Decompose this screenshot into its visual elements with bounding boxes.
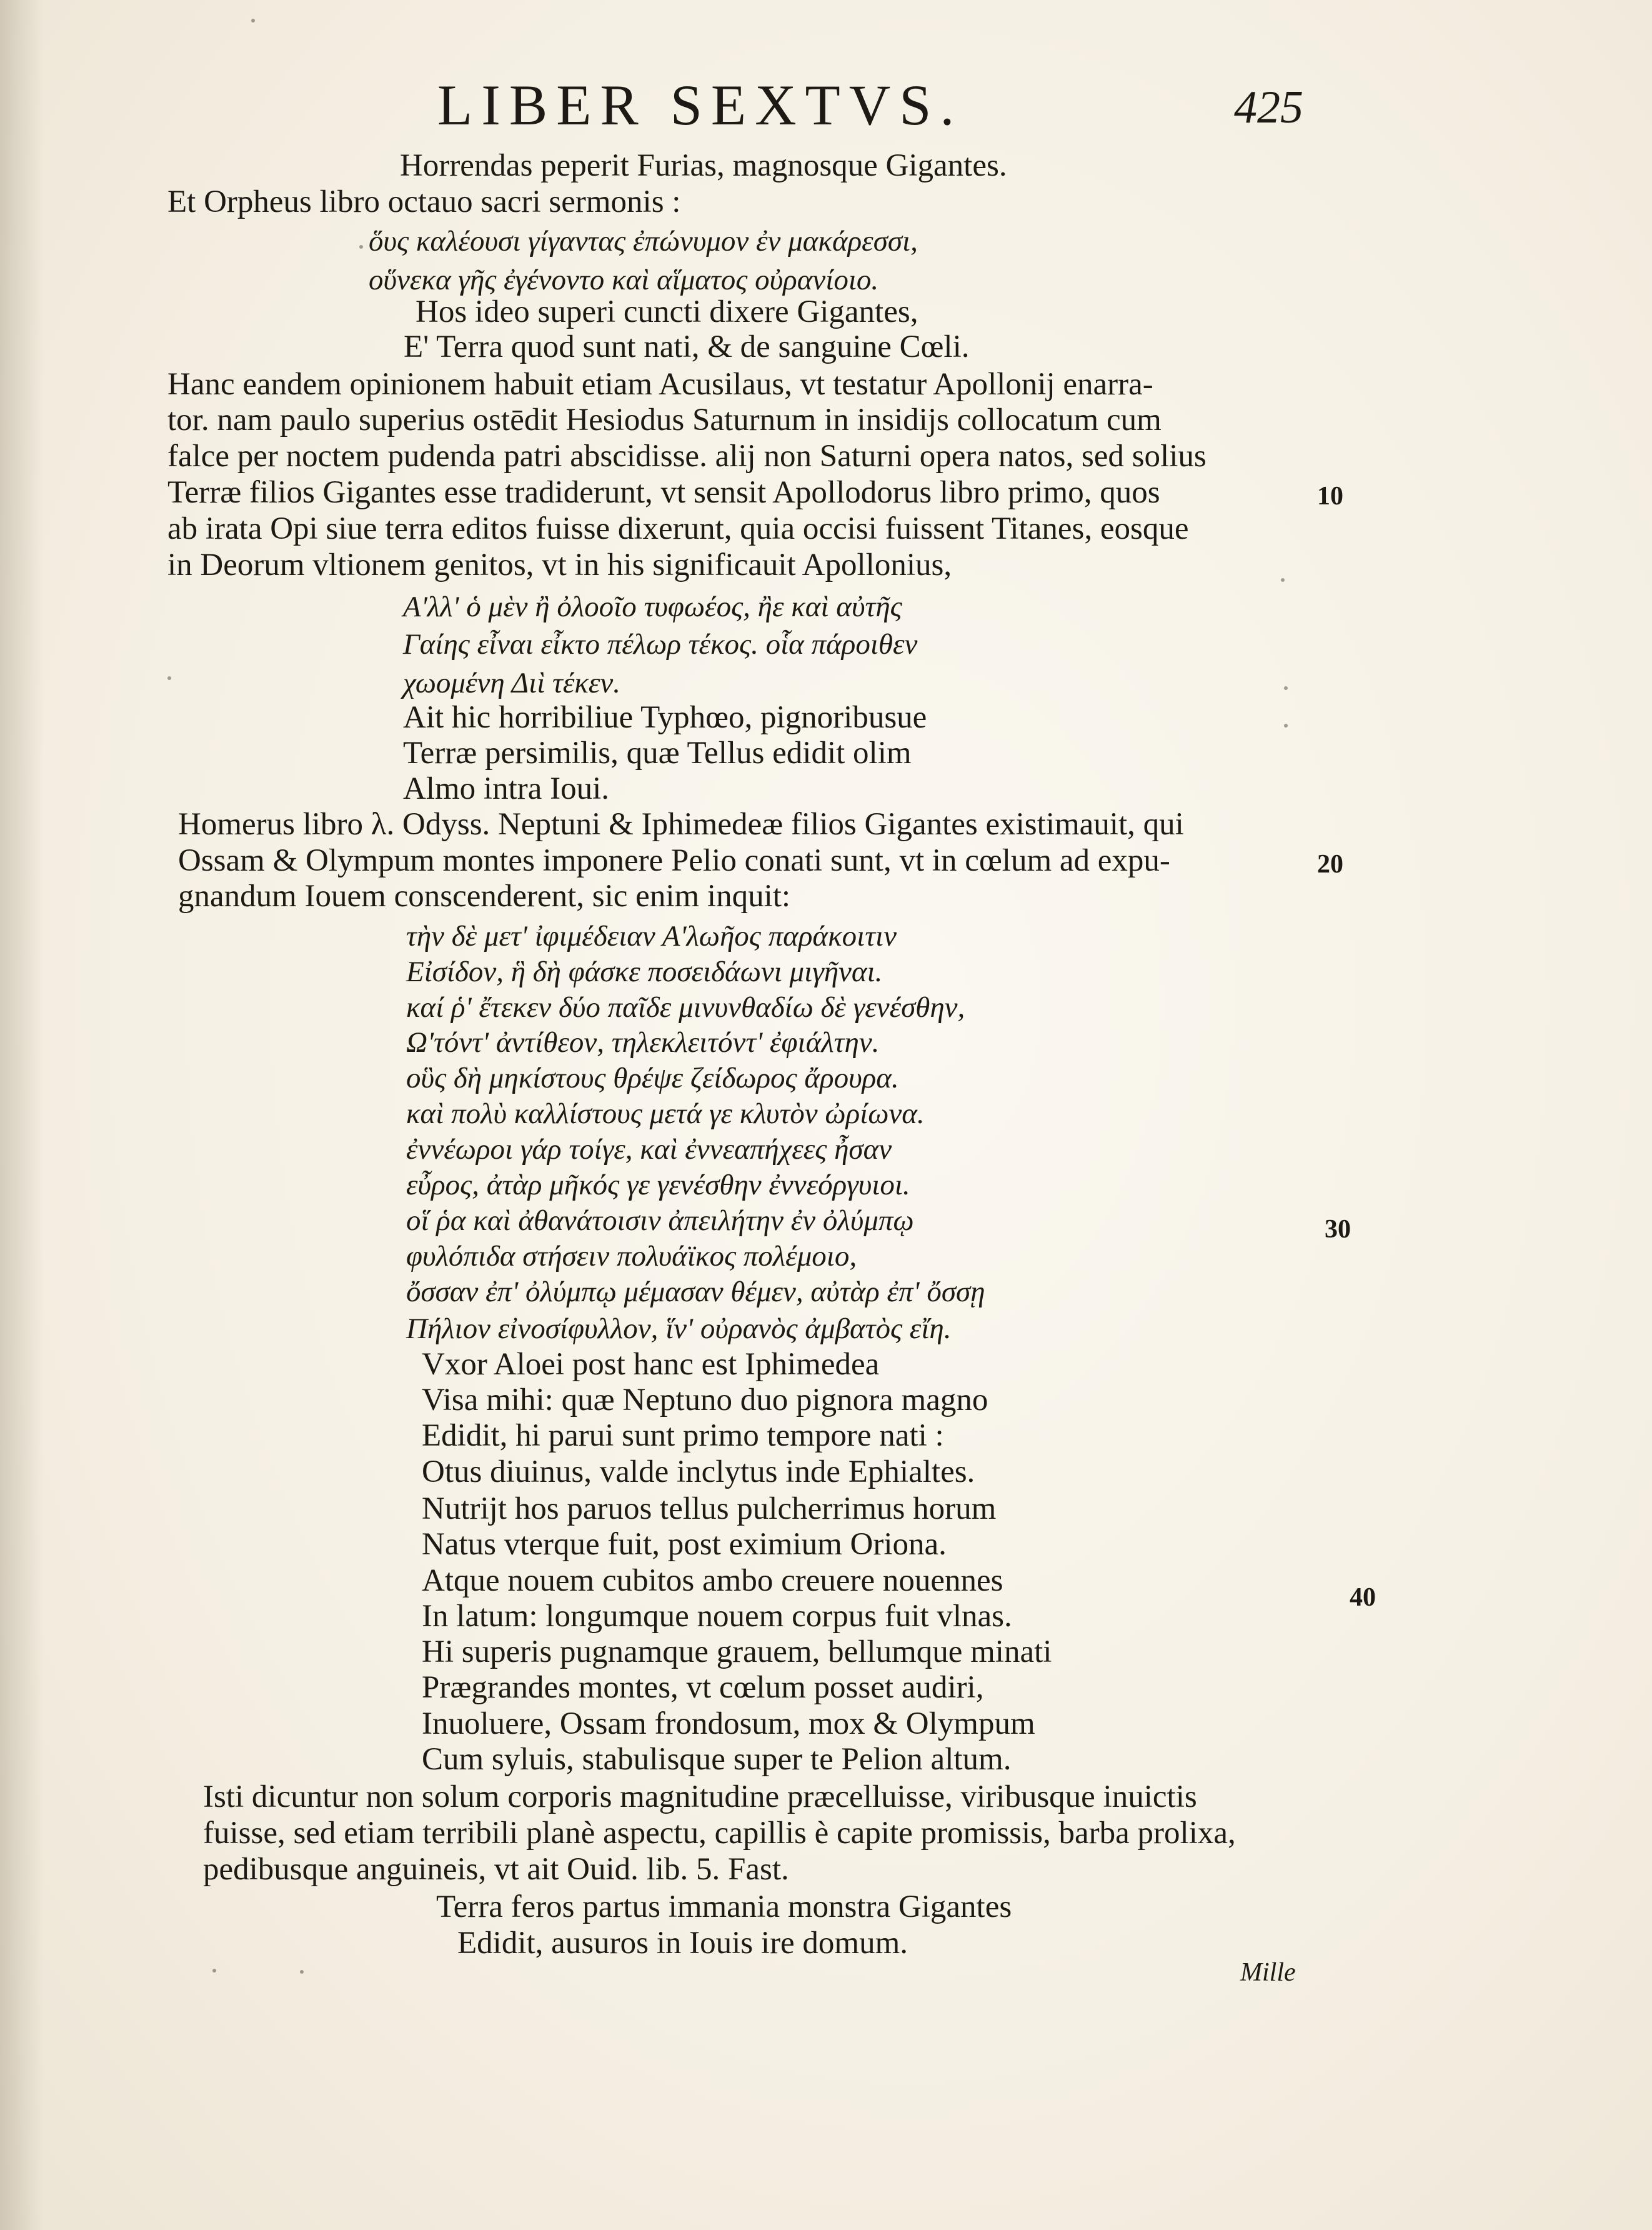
text-line: pedibusque anguineis, vt ait Ouid. lib. 5. Fast. — [203, 1852, 789, 1887]
text-line: ὅυς καλέουσι γίγαντας ἐπώνυμον ἐν μακάρεσσι, — [369, 225, 918, 258]
text-line: Almo intra Ioui. — [403, 771, 610, 806]
ink-speck — [212, 1969, 216, 1972]
text-line: Visa mihi: quæ Neptuno duo pignora magno — [422, 1382, 988, 1418]
text-line: οὕνεκα γῆς ἐγένοντο καὶ αἵματος οὐρανίοιο. — [369, 264, 879, 296]
ink-speck — [251, 19, 255, 22]
text-line: εὖρος, ἀτὰρ μῆκός γε γενέσθην ἐννεόργυιοι. — [406, 1169, 910, 1201]
margin-line-number: 20 — [1317, 850, 1343, 879]
text-line: οὓς δὴ μηκίστους θρέψε ζείδωρος ἄρουρα. — [406, 1062, 899, 1094]
text-line: In latum: longumque nouem corpus fuit vlnas. — [422, 1599, 1012, 1634]
gutter-shadow — [0, 0, 44, 2230]
ink-speck — [300, 1970, 304, 1974]
text-line: τὴν δὲ μετ' ἰφιμέδειαν Α'λωῆος παράκοιτιν — [406, 920, 897, 952]
text-line: Α'λλ' ὁ μὲν ἢ ὀλοοῖο τυφωέος, ἢε καὶ αὐτῆς — [403, 591, 902, 623]
ink-speck — [1284, 724, 1288, 728]
text-line: Otus diuinus, valde inclytus inde Ephialtes. — [422, 1454, 975, 1489]
text-line: Γαίης εἶναι εἶκτο πέλωρ τέκος. οἷα πάροιθεν — [403, 628, 918, 661]
text-line: Ossam & Olympum montes imponere Pelio conati sunt, vt in cœlum ad expu- — [178, 843, 1170, 878]
text-line: in Deorum vltionem genitos, vt in his significauit Apollonius, — [167, 548, 952, 582]
text-line: οἵ ῥα καὶ ἀθανάτοισιν ἀπειλήτην ἐν ὀλύμπῳ — [406, 1204, 914, 1237]
text-line: Inuoluere, Ossam frondosum, mox & Olympum — [422, 1706, 1035, 1741]
text-line: Isti dicuntur non solum corporis magnitudine præcelluisse, viribusque inuictis — [203, 1779, 1197, 1814]
margin-line-number: 40 — [1350, 1583, 1376, 1612]
margin-line-number: 10 — [1317, 482, 1343, 511]
text-line: Cum syluis, stabulisque super te Pelion altum. — [422, 1742, 1012, 1777]
page-number: 425 — [1234, 82, 1303, 133]
text-line: Ω'τόντ' ἀντίθεον, τηλεκλειτόντ' ἐφιάλτην. — [406, 1026, 880, 1059]
text-line: Πήλιον εἰνοσίφυλλον, ἵν' οὐρανὸς ἀμβατὸς εἴη. — [406, 1312, 952, 1345]
text-line: Terræ filios Gigantes esse tradiderunt, vt sensit Apollodorus libro primo, quos — [167, 475, 1160, 510]
text-line: χωομένη Διὶ τέκεν. — [403, 667, 621, 699]
text-line: ὄσσαν ἐπ' ὀλύμπῳ μέμασαν θέμεν, αὐτὰρ ἐπ' ὄσσῃ — [406, 1276, 985, 1308]
text-line: tor. nam paulo superius ostēdit Hesiodus Saturnum in insidijs collocatum cum — [167, 402, 1162, 438]
ink-speck — [359, 245, 363, 249]
text-line: Horrendas peperit Furias, magnosque Gigantes. — [400, 148, 1007, 183]
text-line: Hos ideo superi cuncti dixere Gigantes, — [415, 294, 918, 329]
text-line: Εἰσίδον, ἣ δὴ φάσκε ποσειδάωνι μιγῆναι. — [406, 956, 883, 988]
ink-speck — [167, 676, 171, 680]
text-line: καὶ πολὺ καλλίστους μετά γε κλυτὸν ὠρίωνα. — [406, 1098, 925, 1130]
text-line: Edidit, ausuros in Iouis ire domum. — [457, 1926, 908, 1961]
text-line: gnandum Iouem conscenderent, sic enim inquit: — [178, 879, 791, 914]
text-line: καί ῥ' ἔτεκεν δύο παῖδε μινυνθαδίω δὲ γενέσθην, — [406, 991, 965, 1024]
text-line: fuisse, sed etiam terribili planè aspectu, capillis è capite promissis, barba prolixa, — [203, 1816, 1236, 1851]
catchword: Mille — [1240, 1958, 1296, 1987]
text-line: Edidit, hi parui sunt primo tempore nati : — [422, 1418, 944, 1453]
text-line: Terræ persimilis, quæ Tellus edidit olim — [403, 736, 912, 771]
text-line: Atque nouem cubitos ambo creuere nouennes — [422, 1563, 1003, 1598]
margin-line-number: 30 — [1325, 1215, 1351, 1244]
text-line: ἐννέωροι γάρ τοίγε, καὶ ἐννεαπήχεες ἦσαν — [406, 1133, 892, 1166]
text-line: Homerus libro λ. Odyss. Neptuni & Iphimedeæ filios Gigantes existimauit, qui — [178, 807, 1184, 842]
text-line: Prægrandes montes, vt cœlum posset audiri, — [422, 1670, 984, 1705]
text-line: Ait hic horribiliue Typhœo, pignoribusue — [403, 700, 927, 735]
running-head: LIBER SEXTVS. — [437, 73, 963, 137]
ink-speck — [1281, 578, 1285, 582]
text-line: Hi superis pugnamque grauem, bellumque minati — [422, 1634, 1052, 1669]
ink-speck — [1284, 686, 1288, 690]
text-line: falce per noctem pudenda patri abscidisse. alij non Saturni opera natos, sed solius — [167, 439, 1207, 474]
text-line: Terra feros partus immania monstra Gigantes — [436, 1889, 1012, 1924]
text-line: ab irata Opi siue terra editos fuisse dixerunt, quia occisi fuissent Titanes, eosque — [167, 511, 1189, 546]
text-line: Vxor Aloei post hanc est Iphimedea — [422, 1347, 880, 1382]
text-line: Hanc eandem opinionem habuit etiam Acusilaus, vt testatur Apollonij enarra- — [167, 367, 1153, 402]
text-line: φυλόπιδα στήσειν πολυάϊκος πολέμοιο, — [406, 1240, 857, 1272]
text-line: Nutrijt hos paruos tellus pulcherrimus horum — [422, 1491, 997, 1526]
text-line: Et Orpheus libro octauo sacri sermonis : — [167, 184, 681, 219]
text-line: Natus vterque fuit, post eximium Oriona. — [422, 1527, 947, 1562]
text-line: E' Terra quod sunt nati, & de sanguine Cœli. — [404, 329, 970, 364]
